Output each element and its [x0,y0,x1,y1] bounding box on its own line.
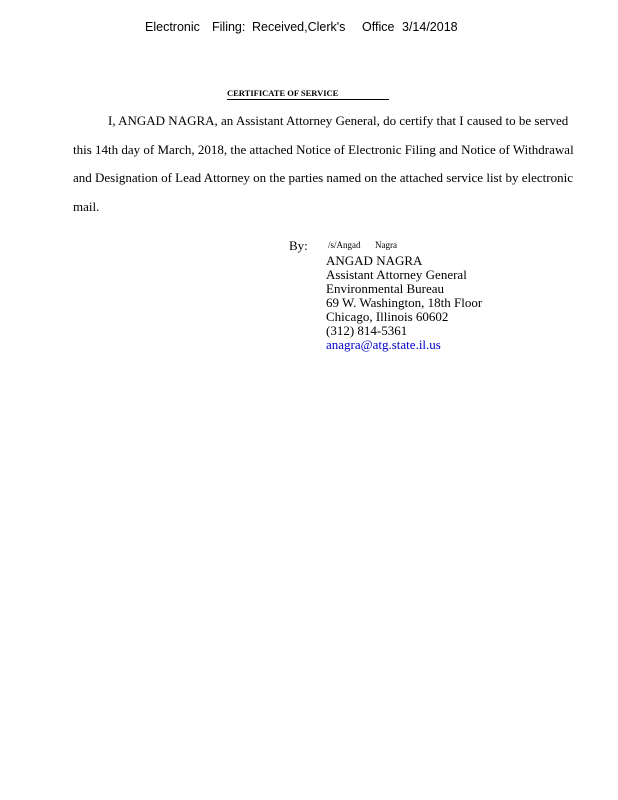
signature-block [326,254,482,352]
signer-title: Assistant Attorney General [326,267,467,282]
signer-email-link[interactable]: anagra@atg.state.il.us [326,337,441,352]
filing-stamp-word-filing: Filing: [212,20,246,34]
by-label: By: [289,238,308,253]
signer-bureau: Environmental Bureau [326,281,445,296]
filing-stamp-date: 3/14/2018 [402,20,458,34]
filing-stamp-header [0,20,618,36]
signer-phone: (312) 814-5361 [326,323,408,338]
certificate-text-line-1: I, ANGAD NAGRA, an Assistant Attorney General, do certify that I caused to be served [108,113,569,128]
signer-name: ANGAD NAGRA [326,253,423,268]
filing-stamp-word-electronic: Electronic [145,20,200,34]
certificate-title: CERTIFICATE OF SERVICE [227,88,389,100]
certificate-text-line-3: and Designation of Lead Attorney on the parties named on the attached service list by electronic [73,170,573,185]
signer-address-line-1: 69 W. Washington, 18th Floor [326,295,483,310]
signer-address-line-2: Chicago, Illinois 60602 [326,309,449,324]
filing-stamp-word-office: Office [362,20,395,34]
electronic-signature-first: /s/Angad [328,240,361,250]
certificate-text-line-4: mail. [73,199,100,214]
electronic-signature-last: Nagra [375,240,397,250]
filing-stamp-word-received: Received,Clerk's [252,20,346,34]
certificate-text-line-2: this 14th day of March, 2018, the attached Notice of Electronic Filing and Notice of Withdrawal [73,142,574,157]
